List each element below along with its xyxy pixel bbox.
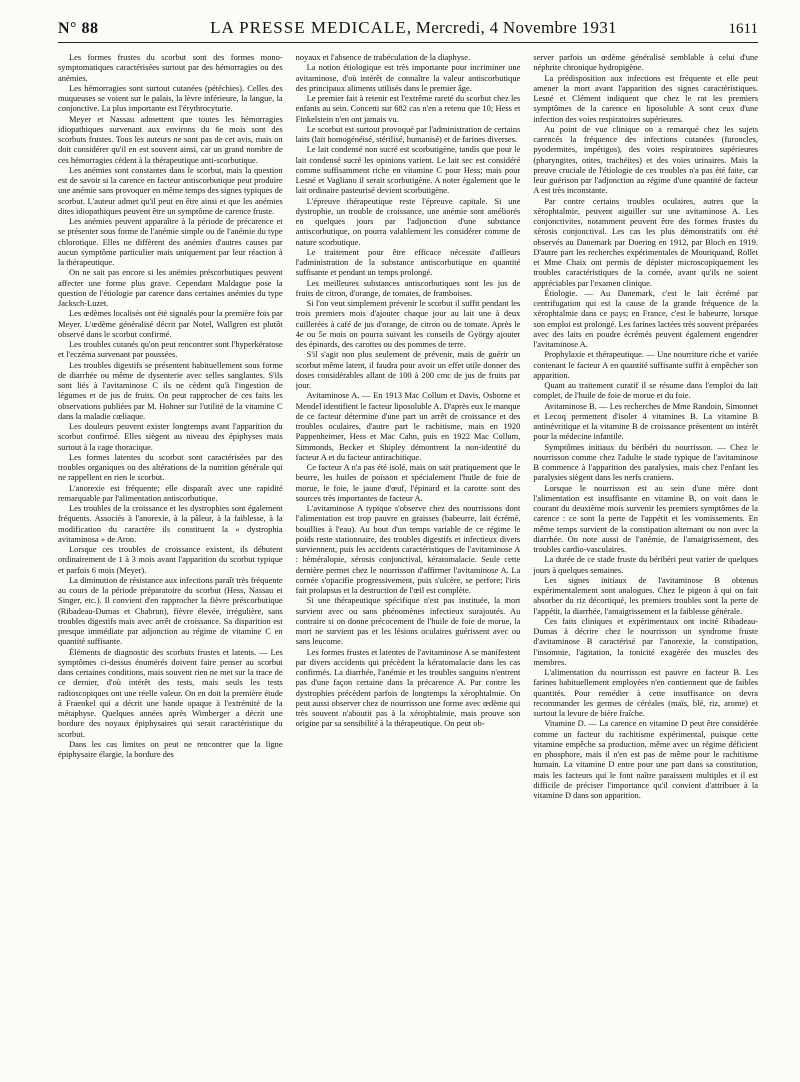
paragraph: Si l'on veut simplement prévenir le scorbut il suffit pendant les trois premiers mois d'ajouter chaque jour au lait une à deux cuillerées à café de jus d'orange, de citron ou de tomate. Après le 4e ou 5e mois on pourra suivant les conseils de György ajouter des épinards, des carottes ou des pommes de terre. [295, 298, 521, 349]
paragraph: Quant au traitement curatif il se résume dans l'emploi du lait complet, de l'huile de foie de morue et du foie. [533, 380, 758, 401]
paragraph: noyaux et l'absence de trabéculation de la diaphyse. [295, 52, 471, 62]
paragraph: L'épreuve thérapeutique reste l'épreuve capitale. Si une dystrophie, un trouble de croissance, une anémie sont améliorés en quelques jours par l'adjonction d'une substance antiscorbutique, on pourra valablement les considérer comme de nature scorbutique. [295, 195, 521, 247]
column-2 [296, 52, 521, 1078]
paragraph: L'anorexie est fréquente; elle disparaît avec une rapidité remarquable par l'alimentation antiscorbutique. [58, 482, 283, 503]
paragraph: Le scorbut est surtout provoqué par l'administration de certains laits (lait homogénéisé, stérilisé, humanisé) et de farines diverses. [295, 123, 521, 144]
paragraph: Les formes latentes du scorbut sont caractérisées par des troubles organiques ou des altérations de la nutrition générale qui ne rappellent en rien le scorbut. [58, 451, 283, 483]
column-3 [533, 52, 758, 1078]
section-heading-paragraph: Vitamine D. — La carence en vitamine D peut être considérée comme un facteur du rachitisme expérimental, puisque cette vitamine empêche sa production, même avec un régime déficient en phosphore, mais il n'en est pas de même pour le rachitisme humain. La vitamine D entre pour une part dans sa constitution, mais les facteurs qui le font naître paraissent multiples et il est difficile de préciser l'importance qu'il convient d'attribuer à la vitamine D dans son apparition. [533, 718, 758, 800]
text-columns [58, 52, 758, 1078]
paragraph: Les troubles digestifs se présentent habituellement sous forme de diarrhée ou même de dysenterie avec selles sanglantes. S'ils sont liés à l'avitaminose C ils ne cèdent qu'à l'ingestion de légumes et de jus de fruits. On peut rapprocher de ces faits les observations publiées par M. Hohner sur l'utilité de la vitamine C dans la maladie cœliaque. [58, 359, 283, 421]
paragraph: Lorsque le nourrisson est au sein d'une mère dont l'alimentation est insuffisante en vitamine B, on voit dans le courant du deuxième mois survenir les premiers symptômes de la carence : ce sont la perte de l'appétit et les vomissements. En même temps survient de la constipation alternant ou non avec la diarrhée. On note aussi de l'anémie, de l'amaigrissement, des troubles cardio-vasculaires. [533, 482, 758, 554]
paragraph: Les meilleures substances antiscorbutiques sont les jus de fruits de citron, d'orange, de tomates, de framboises. [295, 277, 521, 298]
section-heading-paragraph: Avitaminose B. — Les recherches de Mme Randoin, Simonnet et Lecoq permettent d'isoler 4 vitamines B. La vitamine B antinévritique et la vitamine B de croissance présentent un intérêt pour la médecine infantile. [533, 400, 758, 442]
paragraph: S'il s'agit non plus seulement de prévenir, mais de guérir un scorbut même latent, il faudra pour avoir un effet utile donner des doses considérables allant de 100 à 200 cmc de jus de fruits par jour. [295, 349, 521, 390]
issue-number: N° 88 [58, 20, 99, 37]
journal-name: LA PRESSE MEDICALE [210, 18, 407, 37]
paragraph: Les anémies sont constantes dans le scorbut, mais la question est de savoir si la carence en facteur antiscorbutique peut produire une anémie sans provoquer en même temps des signes typiques de scorbut. L'auteur admet qu'il peut en être ainsi et que les anémies dites idiopathiques peuvent être un symptôme de carence fruste. [58, 164, 283, 216]
running-header [58, 16, 758, 38]
issue-date: , Mercredi, 4 Novembre 1931 [406, 18, 617, 37]
section-heading-paragraph: Éléments de diagnostic des scorbuts frustes et latents. — Les symptômes ci-dessus énumérés doivent faire penser au scorbut dans certaines conditions, mais souvent rien ne met sur la trace de ce dernier, d'où intérêt des tests, mais seuls les tests radioscopiques ont une réelle valeur. On en doit la première étude à Fraenkel qui a décrit une bande opaque à l'extrémité de la métaphyse. Quelques années après Wimberger a décrit une bordure des noyaux épiphysaires qui serait caractéristique du scorbut. [58, 646, 283, 739]
paragraph: La notion étiologique est très importante pour incriminer une avitaminose, d'où intérêt de connaître la valeur antiscorbutique des principaux aliments utilisés dans le premier âge. [295, 62, 521, 93]
paragraph: Prophylaxie et thérapeutique. — Une nourriture riche et variée contenant le facteur A en quantité suffisante suffit à empêcher son apparition. [533, 349, 758, 380]
paragraph: Ces faits cliniques et expérimentaux ont incité Ribadeau-Dumas à décrire chez le nourrisson un syndrome fruste d'avitaminose B caractérisé par l'anorexie, la constipation, l'insomnie, l'agitation, la tonicité exagérée des muscles des membres. [533, 615, 758, 667]
paragraph: Symptômes initiaux du béribéri du nourrisson. — Chez le nourrisson comme chez l'adulte le stade typique de l'avitaminose B commence à l'apparition des paralysies, mais chez l'enfant les paralysies siègent dans les nerfs craniens. [533, 441, 758, 483]
paragraph: Les troubles de la croissance et les dystrophies sont également fréquents. Associés à l'anorexie, à la pâleur, à la faiblesse, à la modification du caractère ils constituent la « dystrophia avitaminosa » de Aron. [58, 503, 283, 544]
paragraph: L'alimentation du nourrisson est pauvre en facteur B. Les farines habituellement employées n'en contiennent que de faibles quantités. Pour remédier à cette insuffisance on devra recommander les germes de céréales (maïs, blé, riz, arome) et surtout la levure de bière fraîche. [533, 667, 758, 718]
paragraph: Meyer et Nassau admettent que toutes les hémorragies idiopathiques survenant aux environs du 6e mois sont des scorbuts frustes. Tous les auteurs ne sont pas de cet avis, mais on doit considérer qu'il en est souvent ainsi, car un grand nombre de ces hémorragies cèdent à la thérapeutique anti-scorbutique. [58, 113, 283, 165]
page-number: 1611 [728, 21, 758, 37]
paragraph: Le traitement pour être efficace nécessite d'ailleurs l'administration de la substance antiscorbutique en quantité suffisante et pendant un temps prolongé. [295, 246, 521, 278]
paragraph: Lorsque ces troubles de croissance existent, ils débutent ordinairement de 1 à 3 mois avant l'apparition du scorbut typique et parfois 6 mois (Meyer). [58, 544, 283, 575]
paragraph: On ne sait pas encore si les anémies préscorbutiques peuvent affecter une forme plus grave. Cependant Maldague pose la question de l'étiologie par carence dans certaines anémies du type Jacksch-Luzet. [58, 267, 283, 308]
section-heading-paragraph: Avitaminose A. — En 1913 Mac Collum et Davis, Osborne et Mendel identifient le facteur liposoluble A. D'après eux le manque de ce facteur détermine d'une part un arrêt de croissance et des troubles oculaires, d'autre part le rachitisme, mais en 1920 Pappenheimer, Hess et Mac Cahn, puis en 1922 Mac Collum, Simmonds, Becker et Shipley démontrent la non-identité du facteur A et du facteur antirachitique. [295, 390, 521, 462]
header-rule [58, 42, 758, 43]
paragraph: Ce facteur A n'a pas été isolé, mais on sait pratiquement que le beurre, les huiles de poisson et spécialement l'huile de foie de morue, le foie, le jaune d'œuf, l'épinard et la carotte sont des sources très importantes de facteur A. [295, 462, 521, 503]
paragraph: La prédisposition aux infections est fréquente et elle peut amener la mort avant l'apparition des signes caractéristiques. Lesné et Clément indiquent que chez le rat les premiers symptômes de la carence en liposoluble A sont ceux d'une infection des voies respiratoires supérieures. [533, 72, 758, 124]
paragraph: Les douleurs peuvent exister longtemps avant l'apparition du scorbut confirmé. Elles siègent au niveau des épiphyses mais surtout à la cage thoracique. [58, 421, 283, 452]
paragraph: Les anémies peuvent apparaître à la période de précarence et se présenter sous forme de l'anémie simple ou de l'anémie du type chlorotique. Elles ne diffèrent des anémies d'autres causes par aucun symptôme particulier mais uniquement par leur réaction à la thérapeutique. [58, 216, 283, 267]
paragraph: Les formes frustes et latentes de l'avitaminose A se manifestent par divers accidents qui précèdent la kératomalacie dans les cas confirmés. La diarrhée, l'anémie et les troubles sanguins n'entrent pas d'une façon certaine dans la précarence A. Par contre les dystrophies précèdent parfois de longtemps la xérophtalmie. On peut aussi observer chez de nourrisson une forme avec œdème qui très souvent n'aboutit pas à la xérophtalmie, mais prouve son origine par sa sensibilité à la thérapeutique. On peut ob- [295, 646, 521, 729]
paragraph: Étiologie. — Au Danemark, c'est le lait écrémé par centrifugation qui est la cause de la grande fréquence de la xérophtalmie dans ce pays; en France, c'est le babeurre, lorsque son emploi est prolongé. Les farines lactées très souvent préparées avec des laits en poudre écrémés peuvent également engendrer l'avitaminose A. [533, 287, 758, 349]
paragraph: Les troubles cutanés qu'on peut rencontrer sont l'hyperkératose et l'eczéma survenant par poussées. [58, 339, 283, 360]
paragraph: Par contre certains troubles oculaires, autres que la xérophtalmie, peuvent aiguiller sur une avitaminose A. Les conjonctivites, notamment peuvent être des formes frustes du xérosis conjonctival. Les cas les plus démonstratifs ont été observés au Danemark par Doering en 1912, par Bloch en 1919. D'autre part les recherches expérimentales de Mouriquand, Rollet et Mme Chaix ont permis de dépister microscopiquement les troubles caractéristiques de la cornée, avant qu'ils ne soient appréciables par l'examen clinique. [533, 195, 758, 288]
column-1 [58, 52, 283, 1078]
paragraph: La diminution de résistance aux infections paraît très fréquente au cours de la période préparatoire du scorbut (Hess, Nassau et Singer, etc.). Il convient d'en rapprocher la fièvre préscorbutique (Ribadeau-Dumas et Chabrun), fièvre élevée, irrégulière, sans troubles digestifs mais avec arrêt de croissance. Sa disparition est presque immédiate par adjonction au régime de vitamine C en quantité suffisante. [58, 574, 283, 647]
paragraph: L'avitaminose A typique s'observe chez des nourrissons dont l'alimentation est trop pauvre en graisses (babeurre, lait écrémé, bouillies à l'eau). Au bout d'un temps variable de ce régime le poids reste stationnaire, des troubles digestifs et infectieux divers surviennent, puis les accidents caractéristiques de l'avitaminose A : héméralopie, xérosis conjonctival, kératomalacie. Seule cette dernière permet chez le nourrisson d'affirmer l'avitaminose A. La cornée s'opacifie progressivement, puis s'ulcère, se perfore; l'iris fait prolapsus et la destruction de l'œil est complète. [295, 503, 521, 595]
paragraph: Les signes initiaux de l'avitaminose B obtenus expérimentalement sont analogues. Chez le pigeon à qui on fait absorber du riz décortiqué, les premiers troubles sont la perte de l'appétit, la diarrhée, l'amaigrissement et la faiblesse générale. [533, 574, 758, 616]
paragraph: Le premier fait à retenir est l'extrême rareté du scorbut chez les enfants au sein. Concetti sur 682 cas n'en a retenu que 10; Hess et Finkelstein n'en ont jamais vu. [295, 93, 521, 124]
paragraph: Les œdèmes localisés ont été signalés pour la première fois par Meyer. L'œdème généralisé décrit par Notel, Wallgren est plutôt observé dans le scorbut confirmé. [58, 308, 283, 339]
paragraph: server parfois un œdème généralisé semblable à celui d'une néphrite chronique hydropigène. [533, 52, 758, 73]
journal-title-line [210, 18, 617, 38]
paragraph: Le lait condensé non sucré est scorbutigène, tandis que pour le lait condensé sucré les opinions varient. Le lait sec est considéré comme suffisamment riche en vitamine C pour Hess; mais pour Lesné et Vagliano il serait scorbutigène. A noter également que le lait ordinaire pasteurisé devient scorbutigène. [295, 144, 521, 196]
paragraph: Les hémorragies sont surtout cutanées (pétéchies). Celles des muqueuses se voient sur le palais, la lèvre inférieure, la langue, la conjonctive. La plus importante est l'érythrocyturie. [58, 82, 283, 114]
paragraph: La durée de ce stade fruste du béribéri peut varier de quelques jours à quelques semaines. [533, 554, 758, 575]
paragraph: Si une thérapeutique spécifique n'est pas instituée, la mort survient avec ou sans phénomènes infectieux surajoutés. Au contraire si on donne précocement de l'huile de foie de morue, la mort ne survient pas et les lésions oculaires guérissent avec ou sans leucome. [295, 595, 521, 647]
paragraph: Dans les cas limites on peut ne rencontrer que la ligne épiphysaire élargie, la bordure des [58, 738, 283, 759]
paragraph: Les formes frustes du scorbut sont des formes mono-symptomatiques caractérisées surtout par des hémorragies ou des anémies. [58, 52, 283, 83]
paragraph: Au point de vue clinique on a remarqué chez les sujets carencés la fréquence des infections cutanées (furoncles, pyodermites, impétigos), des voies respiratoires supérieures (pharyngites, otites, trachéites) et des voies urinaires. Mais la preuve cruciale de l'étiologie de ces troubles n'a pas été faite, car leur guérison par l'adjonction au régime d'une quantité de facteur A est très inconstante. [533, 123, 758, 196]
